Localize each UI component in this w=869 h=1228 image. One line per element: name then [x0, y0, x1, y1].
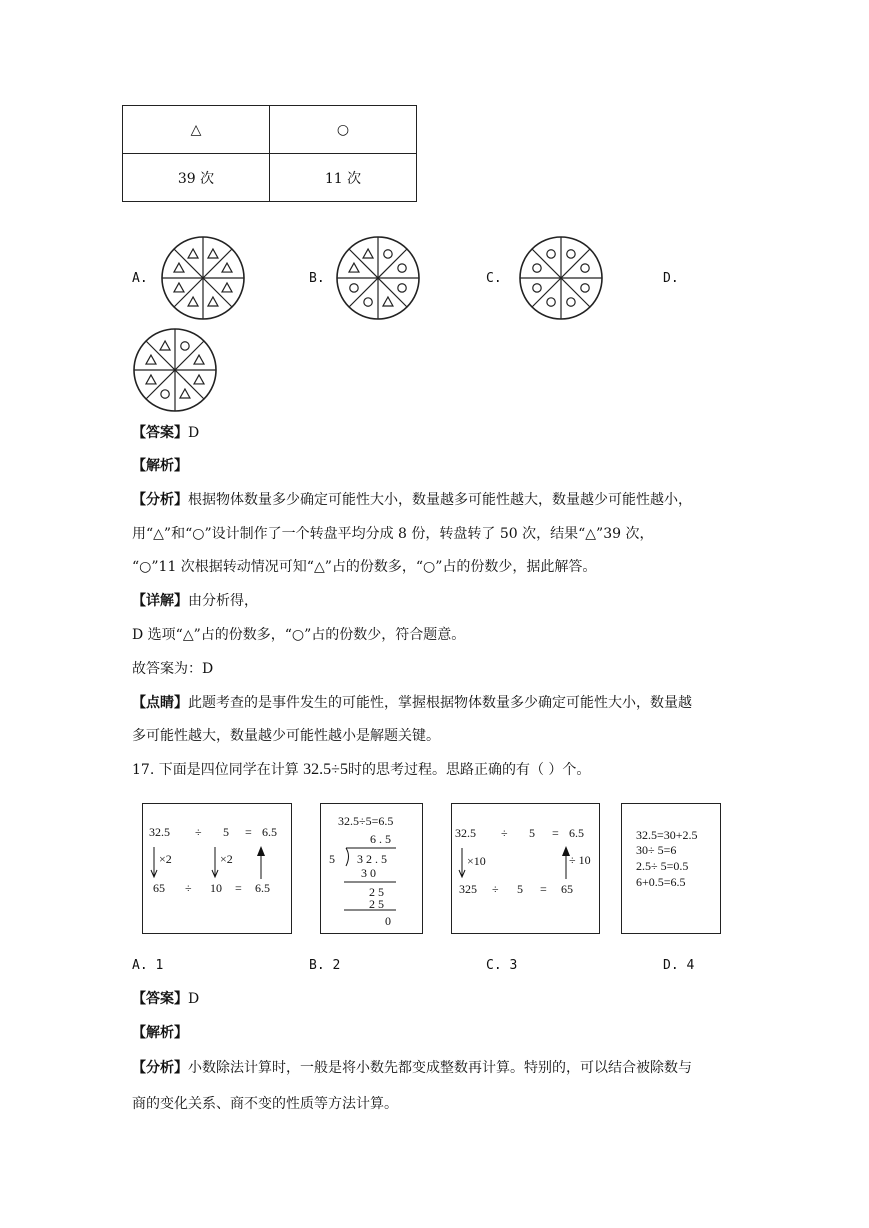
- triangle-icon: [174, 263, 184, 272]
- q16-fenxi-2: 用“△”和“○”设计制作了一个转盘平均分成 8 份，转盘转了 50 次，结果“△”39 次，: [132, 526, 654, 542]
- box1-new-divisor: 10: [210, 881, 222, 895]
- table-cell-triangle-count: 39 次: [123, 154, 270, 202]
- option-a-label: A.: [132, 271, 148, 286]
- q16-dianjing-1: 【点睛】此题考查的是事件发生的可能性，掌握根据物体数量多少确定可能性大小，数量越: [132, 695, 692, 711]
- box1-div-sign-2: ÷: [185, 881, 192, 895]
- spinner-a: [159, 234, 247, 322]
- option-c-label: C.: [486, 271, 502, 286]
- circle-icon: [581, 284, 589, 292]
- option-d-label: D.: [663, 271, 679, 286]
- box2-dividend: 3 2 . 5: [357, 852, 387, 866]
- box1-quotient: 6.5: [262, 825, 277, 839]
- q16-fenxi-1: 【分析】根据物体数量多少确定可能性大小，数量越多可能性越大，数量越少可能性越小，: [132, 492, 692, 508]
- spinner-c: [517, 234, 605, 322]
- q17-fenxi-1: 【分析】小数除法计算时，一般是将小数先都变成整数再计算。特别的，可以结合被除数与: [132, 1060, 692, 1076]
- circle-icon: [181, 342, 189, 350]
- triangle-icon: [222, 283, 232, 292]
- box3-quotient: 6.5: [569, 826, 584, 840]
- box1-dividend: 32.5: [149, 825, 170, 839]
- box3-new-dividend: 325: [459, 882, 477, 896]
- box1-mult-1: ×2: [159, 852, 172, 866]
- box2-quotient: 6 . 5: [370, 832, 391, 846]
- box3-dividend: 32.5: [455, 826, 476, 840]
- circle-icon: [567, 298, 575, 306]
- q17-option-c: C. 3: [486, 958, 518, 973]
- spinner-b: [334, 234, 422, 322]
- box3-eq: =: [552, 826, 559, 840]
- box2-remainder-1: 2 5: [369, 885, 384, 899]
- q16-final-answer: 故答案为：D: [132, 661, 214, 677]
- circle-icon: [161, 390, 169, 398]
- box4-line-3: 2.5÷ 5=0.5: [636, 859, 689, 873]
- triangle-icon: [194, 375, 204, 384]
- frequency-table: [122, 105, 417, 202]
- box3-div: ÷ 10: [569, 853, 591, 867]
- box3-div-sign: ÷: [501, 826, 508, 840]
- box1-new-dividend: 65: [153, 881, 165, 895]
- triangle-icon: [208, 249, 218, 258]
- box2-subtract-2: 2 5: [369, 897, 384, 911]
- triangle-icon: [194, 355, 204, 364]
- triangle-icon: [208, 297, 218, 306]
- table-header-circle: ○: [270, 106, 417, 154]
- q17-option-d: D. 4: [663, 958, 695, 973]
- circle-icon: [581, 264, 589, 272]
- q16-fenxi-3: “○”11 次根据转动情况可知“△”占的份数多，“○”占的份数少，据此解答。: [132, 559, 597, 575]
- method-box-4: [621, 803, 721, 934]
- q16-xiangjie-1: 【详解】由分析得，: [132, 593, 258, 609]
- circle-icon: [398, 284, 406, 292]
- box1-mult-2: ×2: [220, 852, 233, 866]
- circle-icon: [533, 284, 541, 292]
- table-cell-circle-count: 11 次: [270, 154, 417, 202]
- box3-divisor-2: 5: [517, 882, 523, 896]
- circle-icon: [364, 298, 372, 306]
- box3-result: 65: [561, 882, 573, 896]
- box1-div-sign: ÷: [195, 825, 202, 839]
- triangle-icon: [180, 389, 190, 398]
- box2-divisor: 5: [329, 852, 335, 866]
- q16-xiangjie-2: D 选项“△”占的份数多，“○”占的份数少，符合题意。: [132, 627, 466, 643]
- q16-dianjing-2: 多可能性越大，数量越少可能性越小是解题关键。: [132, 728, 440, 744]
- box3-div-sign-2: ÷: [492, 882, 499, 896]
- box2-remainder-2: 0: [385, 914, 391, 928]
- box3-mult: ×10: [467, 854, 486, 868]
- q17-jiexi: 【解析】: [132, 1025, 188, 1041]
- method-box-2: [320, 803, 423, 934]
- triangle-icon: [146, 355, 156, 364]
- method-box-3: [451, 803, 600, 934]
- circle-icon: [398, 264, 406, 272]
- triangle-icon: [174, 283, 184, 292]
- triangle-icon: [188, 297, 198, 306]
- box4-line-1: 32.5=30+2.5: [636, 828, 698, 842]
- triangle-icon: [349, 263, 359, 272]
- q17-option-b: B. 2: [309, 958, 341, 973]
- box1-arrows: [143, 804, 291, 933]
- spinner-d: [131, 326, 219, 414]
- box4-line-4: 6+0.5=6.5: [636, 875, 686, 889]
- circle-icon: [547, 250, 555, 258]
- q16-jiexi: 【解析】: [132, 458, 188, 474]
- box1-result: 6.5: [255, 881, 270, 895]
- q17-fenxi-2: 商的变化关系、商不变的性质等方法计算。: [132, 1096, 398, 1112]
- option-b-label: B.: [309, 271, 325, 286]
- triangle-icon: [363, 249, 373, 258]
- box3-divisor: 5: [529, 826, 535, 840]
- triangle-icon: [383, 297, 393, 306]
- triangle-icon: [222, 263, 232, 272]
- q17-stem: 17. 下面是四位同学在计算 32.5÷5时的思考过程。思路正确的有（ ）个。: [132, 761, 591, 778]
- box3-eq-2: =: [540, 882, 547, 896]
- circle-icon: [547, 298, 555, 306]
- box1-eq-2: =: [235, 881, 242, 895]
- triangle-icon: [160, 341, 170, 350]
- box2-subtract-1: 3 0: [361, 866, 376, 880]
- triangle-icon: [146, 375, 156, 384]
- box2-equation: 32.5÷5=6.5: [338, 814, 394, 828]
- q17-answer: 【答案】D: [132, 991, 200, 1007]
- box1-divisor: 5: [223, 825, 229, 839]
- circle-icon: [533, 264, 541, 272]
- circle-icon: [567, 250, 575, 258]
- box1-eq: =: [245, 825, 252, 839]
- q16-answer: 【答案】D: [132, 425, 200, 441]
- circle-icon: [350, 284, 358, 292]
- box4-line-2: 30÷ 5=6: [636, 843, 677, 857]
- method-box-1: [142, 803, 292, 934]
- table-header-triangle: △: [123, 106, 270, 154]
- triangle-icon: [188, 249, 198, 258]
- circle-icon: [384, 250, 392, 258]
- q17-option-a: A. 1: [132, 958, 164, 973]
